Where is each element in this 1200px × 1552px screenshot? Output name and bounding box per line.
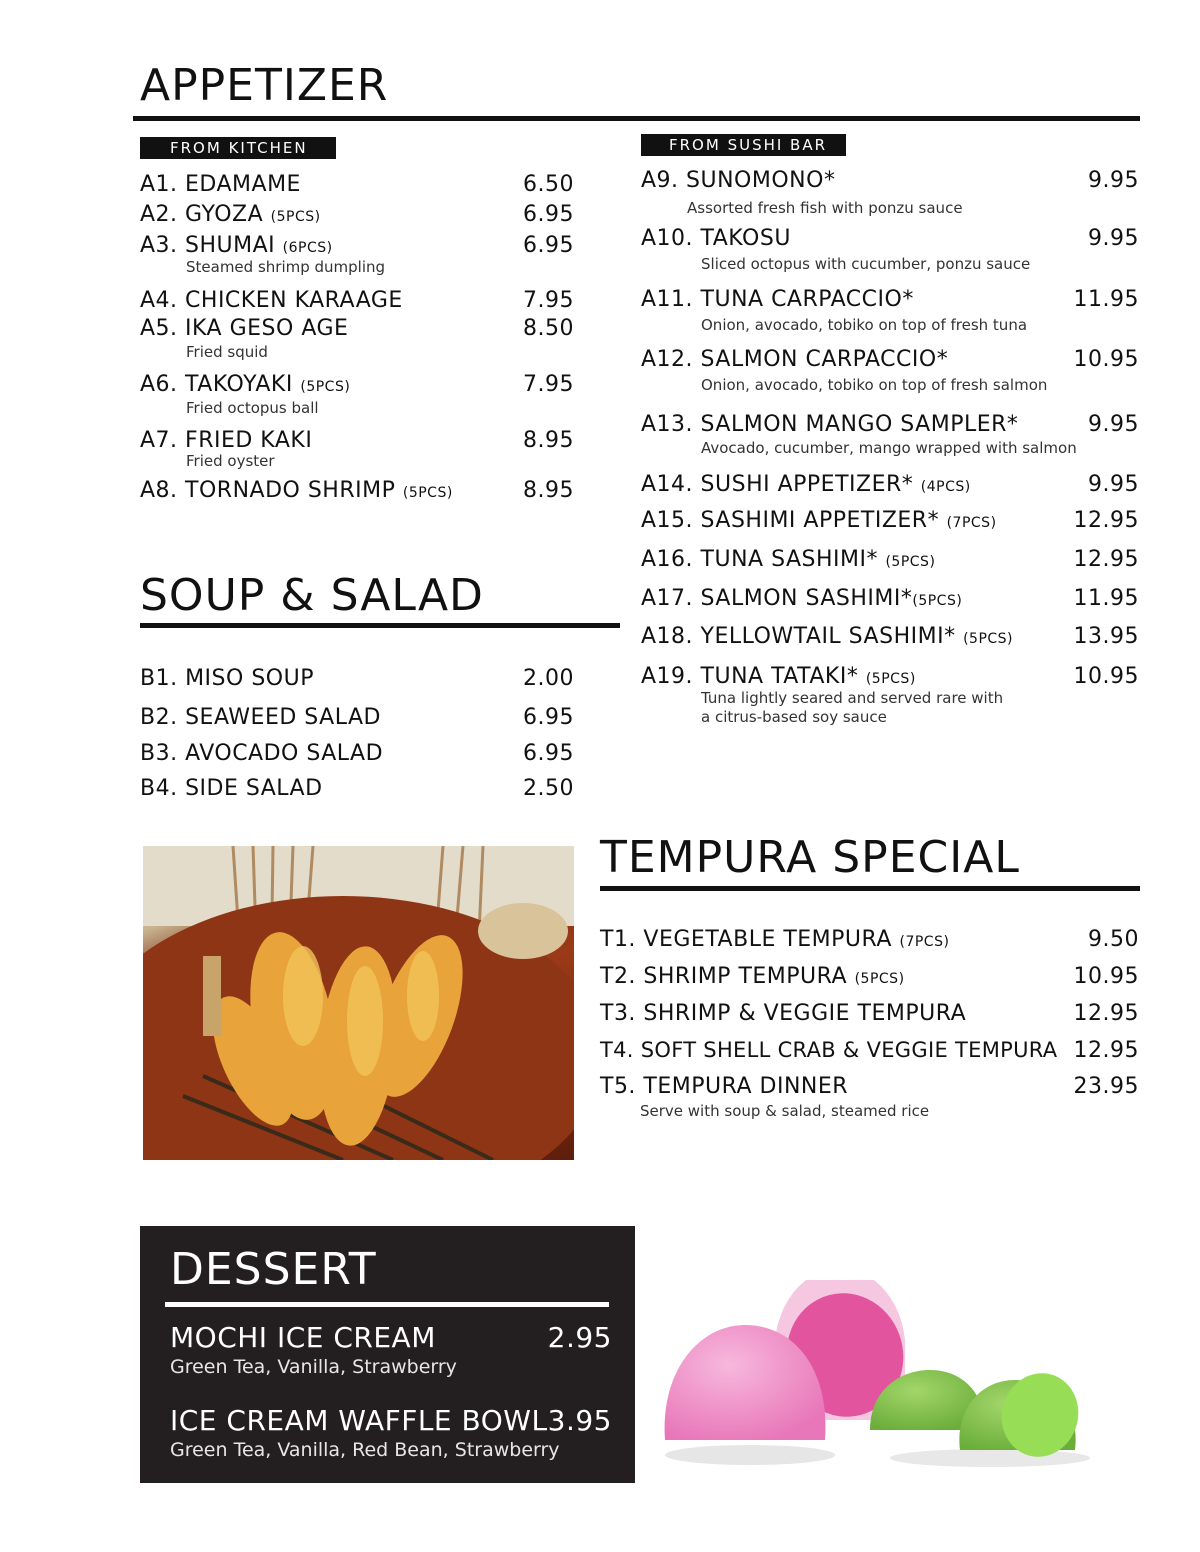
item-desc-a10: Sliced octopus with cucumber, ponzu sauce	[701, 255, 1031, 273]
item-price: 11.95	[1073, 287, 1139, 312]
dessert-title: DESSERT	[170, 1244, 377, 1295]
menu-item-b4: B4. SIDE SALAD 2.50	[140, 776, 574, 801]
menu-item-a18: A18. YELLOWTAIL SASHIMI* (5PCS) 13.95	[641, 624, 1139, 649]
menu-item-a3: A3. SHUMAI (6PCS) 6.95	[140, 233, 574, 258]
item-price: 11.95	[1073, 586, 1139, 611]
menu-item-t5: T5. TEMPURA DINNER 23.95	[600, 1074, 1139, 1099]
menu-item-a5: A5. IKA GESO AGE 8.50	[140, 316, 574, 341]
menu-item-a14: A14. SUSHI APPETIZER* (4PCS) 9.95	[641, 472, 1139, 497]
item-desc-t5: Serve with soup & salad, steamed rice	[640, 1102, 930, 1120]
menu-item-a10: A10. TAKOSU 9.95	[641, 226, 1139, 251]
item-price: 9.95	[1088, 412, 1139, 437]
menu-item-t3: T3. SHRIMP & VEGGIE TEMPURA 12.95	[600, 1001, 1139, 1026]
menu-item-a6: A6. TAKOYAKI (5PCS) 7.95	[140, 372, 574, 397]
menu-item-a12: A12. SALMON CARPACCIO* 10.95	[641, 347, 1139, 372]
item-price: 12.95	[1073, 508, 1139, 533]
item-price: 23.95	[1073, 1074, 1139, 1099]
item-desc-a12: Onion, avocado, tobiko on top of fresh salmon	[701, 376, 1048, 394]
tempura-rule	[600, 886, 1140, 891]
item-price: 6.50	[523, 172, 574, 197]
tempura-title: TEMPURA SPECIAL	[600, 832, 1020, 883]
item-price: 9.95	[1088, 472, 1139, 497]
menu-item-a11: A11. TUNA CARPACCIO* 11.95	[641, 287, 1139, 312]
menu-item-a15: A15. SASHIMI APPETIZER* (7PCS) 12.95	[641, 508, 1139, 533]
item-desc-a11: Onion, avocado, tobiko on top of fresh tuna	[701, 316, 1028, 334]
menu-item-t4: T4. SOFT SHELL CRAB & VEGGIE TEMPURA 12.95	[600, 1038, 1139, 1063]
item-desc-waffle-bowl: Green Tea, Vanilla, Red Bean, Strawberry	[170, 1439, 560, 1461]
menu-item-a1: A1. EDAMAME 6.50	[140, 172, 574, 197]
menu-item-b3: B3. AVOCADO SALAD 6.95	[140, 741, 574, 766]
item-price: 8.95	[523, 478, 574, 503]
tempura-illustration	[143, 846, 574, 1160]
menu-item-b2: B2. SEAWEED SALAD 6.95	[140, 705, 574, 730]
menu-item-a19: A19. TUNA TATAKI* (5PCS) 10.95	[641, 664, 1139, 689]
item-price: 6.95	[523, 705, 574, 730]
item-price: 6.95	[523, 741, 574, 766]
item-price: 13.95	[1073, 624, 1139, 649]
menu-item-a16: A16. TUNA SASHIMI* (5PCS) 12.95	[641, 547, 1139, 572]
item-price: 2.95	[547, 1321, 612, 1354]
item-desc-a5: Fried squid	[186, 343, 268, 361]
item-price: 6.95	[523, 233, 574, 258]
item-price: 7.95	[523, 288, 574, 313]
tempura-photo	[143, 846, 574, 1160]
menu-item-mochi: MOCHI ICE CREAM 2.95	[170, 1321, 612, 1354]
menu-item-t1: T1. VEGETABLE TEMPURA (7PCS) 9.50	[600, 927, 1139, 952]
item-desc-mochi: Green Tea, Vanilla, Strawberry	[170, 1356, 457, 1378]
dessert-panel	[140, 1226, 635, 1483]
menu-item-a13: A13. SALMON MANGO SAMPLER* 9.95	[641, 412, 1139, 437]
item-desc-a7: Fried oyster	[186, 452, 275, 470]
menu-item-t2: T2. SHRIMP TEMPURA (5PCS) 10.95	[600, 964, 1139, 989]
item-price: 6.95	[523, 202, 574, 227]
item-price: 9.95	[1088, 226, 1139, 251]
item-price: 10.95	[1073, 964, 1139, 989]
soup-salad-title: SOUP & SALAD	[140, 570, 484, 621]
menu-item-a17: A17. SALMON SASHIMI*(5PCS) 11.95	[641, 586, 1139, 611]
item-price: 8.95	[523, 428, 574, 453]
soup-salad-rule	[140, 623, 620, 628]
item-price: 8.50	[523, 316, 574, 341]
item-desc-a19: Tuna lightly seared and served rare with	[701, 689, 1004, 707]
item-price: 10.95	[1073, 664, 1139, 689]
menu-item-waffle-bowl: ICE CREAM WAFFLE BOWL 3.95	[170, 1404, 612, 1437]
menu-item-a4: A4. CHICKEN KARAAGE 7.95	[140, 288, 574, 313]
menu-item-a2: A2. GYOZA (5PCS) 6.95	[140, 202, 574, 227]
appetizer-title: APPETIZER	[140, 60, 389, 111]
item-price: 9.50	[1088, 927, 1139, 952]
item-desc-a19-line2: a citrus-based soy sauce	[701, 708, 887, 726]
menu-item-a8: A8. TORNADO SHRIMP (5PCS) 8.95	[140, 478, 574, 503]
from-sushi-bar-tag: FROM SUSHI BAR	[641, 134, 846, 156]
item-price: 2.00	[523, 666, 574, 691]
item-desc-a9: Assorted fresh fish with ponzu sauce	[687, 199, 963, 217]
item-desc-a3: Steamed shrimp dumpling	[186, 258, 386, 276]
from-kitchen-tag: FROM KITCHEN	[140, 137, 336, 159]
menu-item-a9: A9. SUNOMONO* 9.95	[641, 168, 1139, 193]
item-price: 12.95	[1073, 1038, 1139, 1063]
item-desc-a13: Avocado, cucumber, mango wrapped with salmon	[701, 439, 1077, 457]
menu-item-a7: A7. FRIED KAKI 8.95	[140, 428, 574, 453]
item-price: 10.95	[1073, 347, 1139, 372]
menu-item-b1: B1. MISO SOUP 2.00	[140, 666, 574, 691]
item-price: 2.50	[523, 776, 574, 801]
item-price: 12.95	[1073, 547, 1139, 572]
mochi-illustration	[660, 1280, 1100, 1470]
item-price: 12.95	[1073, 1001, 1139, 1026]
item-price: 9.95	[1088, 168, 1139, 193]
item-desc-a6: Fried octopus ball	[186, 399, 319, 417]
item-price: 3.95	[547, 1404, 612, 1437]
dessert-rule	[165, 1302, 609, 1307]
item-price: 7.95	[523, 372, 574, 397]
appetizer-rule	[133, 116, 1140, 121]
